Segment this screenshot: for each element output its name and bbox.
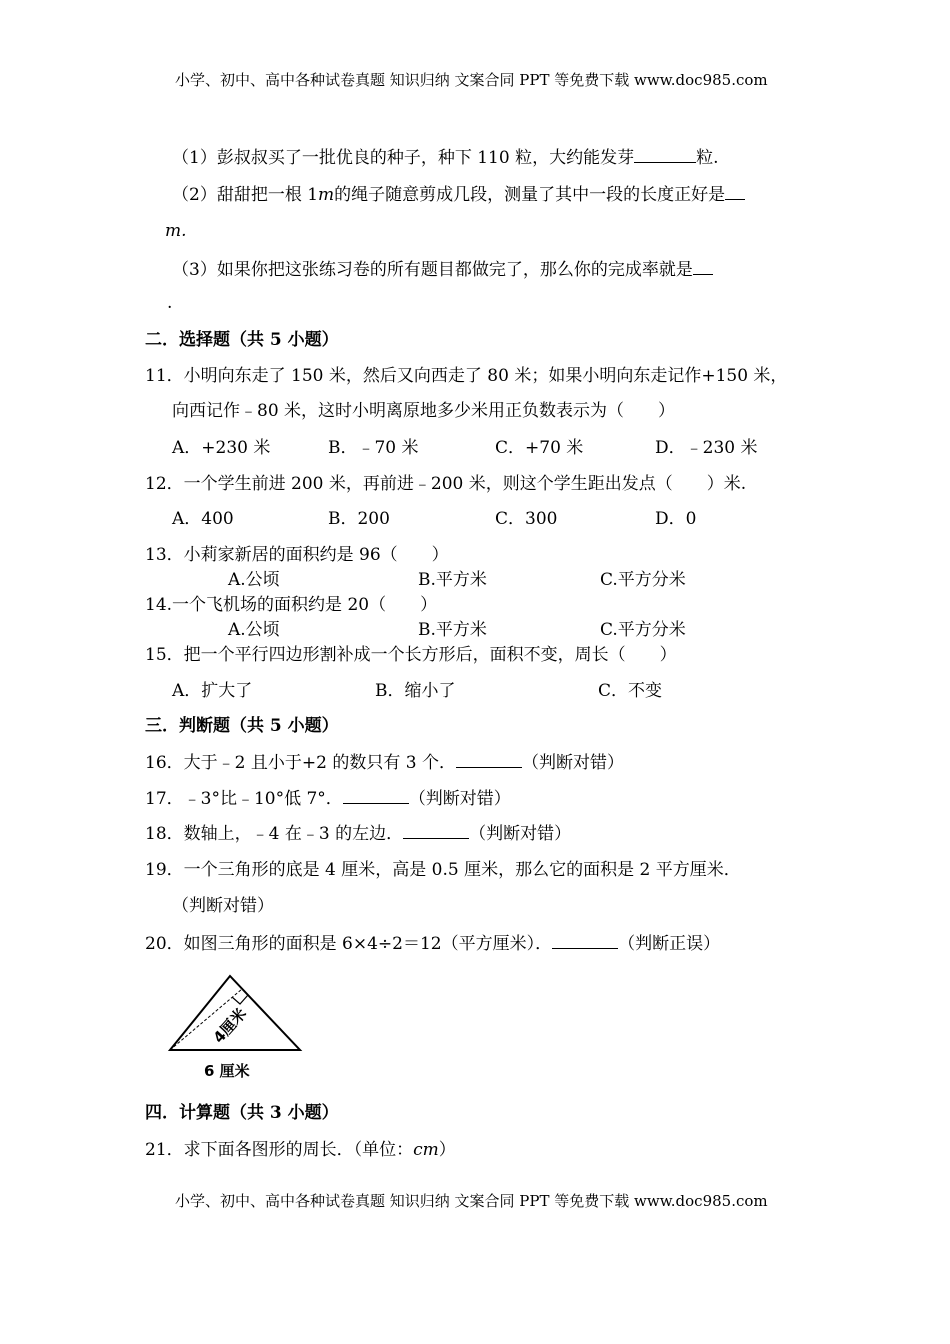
question-2-text-cont: 的绳子随意剪成几段，测量了其中一段的长度正好是 — [334, 185, 726, 205]
answer-blank[interactable] — [403, 822, 469, 839]
option-b[interactable]: B.平方米 — [418, 570, 487, 590]
option-a[interactable]: A.公顷 — [228, 620, 280, 640]
question-21 — [145, 1139, 456, 1161]
section-title-judge: 三．判断题（共 5 小题） — [145, 716, 339, 736]
answer-blank[interactable] — [693, 258, 713, 275]
answer-blank[interactable] — [552, 932, 618, 949]
question-2 — [172, 183, 745, 206]
unit-m: m — [318, 185, 335, 205]
question-1-text: （1）彭叔叔买了一批优良的种子，种下 110 粒，大约能发芽 — [172, 148, 635, 168]
triangle-figure — [160, 970, 310, 1085]
side-label: 4厘米 — [209, 1004, 251, 1047]
question-14: 14.一个飞机场的面积约是 20（ ） — [145, 595, 438, 615]
question-16-hint: （判断对错） — [521, 753, 624, 773]
question-16 — [145, 751, 624, 774]
question-21-close: ） — [438, 1140, 456, 1160]
question-2-text: （2）甜甜把一根 1 — [172, 185, 319, 205]
question-21-text: 21．求下面各图形的周长．（单位： — [145, 1140, 414, 1160]
option-c[interactable]: C.平方分米 — [600, 570, 686, 590]
section-title-calc: 四．计算题（共 3 小题） — [145, 1103, 339, 1123]
option-a[interactable]: A．+230 米 — [172, 438, 271, 458]
answer-blank[interactable] — [456, 751, 522, 768]
question-3-text: （3）如果你把这张练习卷的所有题目都做完了，那么你的完成率就是 — [172, 260, 693, 280]
option-a[interactable]: A．400 — [172, 509, 234, 529]
question-17 — [145, 787, 511, 810]
option-d[interactable]: D．0 — [655, 509, 697, 529]
option-b[interactable]: B．﹣70 米 — [328, 438, 419, 458]
option-a[interactable]: A.公顷 — [228, 570, 280, 590]
question-20-text: 20．如图三角形的面积是 6×4÷2＝12（平方厘米）． — [145, 934, 553, 954]
unit-cm: cm — [413, 1140, 439, 1160]
question-20-hint: （判断正误） — [618, 934, 721, 954]
option-b[interactable]: B．200 — [328, 509, 390, 529]
option-b[interactable]: B．缩小了 — [375, 681, 456, 701]
section-title-choice: 二．选择题（共 5 小题） — [145, 330, 339, 350]
option-a[interactable]: A．扩大了 — [172, 681, 253, 701]
question-16-text: 16．大于﹣2 且小于+2 的数只有 3 个． — [145, 753, 456, 773]
question-2-unit-line: m. — [165, 221, 187, 241]
question-20 — [145, 932, 720, 955]
option-b[interactable]: B.平方米 — [418, 620, 487, 640]
page-footer: 小学、初中、高中各种试卷真题 知识归纳 文案合同 PPT 等免费下载 www.doc985.com — [175, 1192, 768, 1210]
answer-blank[interactable] — [634, 146, 696, 163]
question-18-text: 18．数轴上，﹣4 在﹣3 的左边． — [145, 824, 404, 844]
question-3 — [172, 258, 713, 281]
question-13: 13．小莉家新居的面积约是 96（ ） — [145, 545, 449, 565]
question-19-line2: （判断对错） — [172, 896, 274, 916]
page-header: 小学、初中、高中各种试卷真题 知识归纳 文案合同 PPT 等免费下载 www.doc985.com — [175, 71, 768, 89]
option-c[interactable]: C．300 — [495, 509, 558, 529]
question-1 — [172, 146, 718, 169]
answer-blank[interactable] — [343, 787, 409, 804]
question-12: 12．一个学生前进 200 米，再前进﹣200 米，则这个学生距出发点（ ）米. — [145, 474, 747, 494]
question-11-line1: 11．小明向东走了 150 米，然后又向西走了 80 米；如果小明向东走记作+150 米， — [145, 366, 788, 386]
question-3-end: . — [167, 293, 173, 313]
question-15: 15．把一个平行四边形割补成一个长方形后，面积不变，周长（ ） — [145, 645, 677, 665]
question-11-line2: 向西记作﹣80 米，这时小明离原地多少米用正负数表示为（ ） — [172, 401, 676, 421]
right-angle-mark — [232, 995, 248, 1004]
option-c[interactable]: C．不变 — [598, 681, 663, 701]
question-17-text: 17．﹣3°比﹣10°低 7°． — [145, 789, 343, 809]
question-18-hint: （判断对错） — [469, 824, 572, 844]
question-19-line1: 19．一个三角形的底是 4 厘米，高是 0.5 厘米，那么它的面积是 2 平方厘米． — [145, 860, 741, 880]
question-18 — [145, 822, 571, 845]
base-label: 6 厘米 — [204, 1062, 250, 1080]
answer-blank[interactable] — [725, 183, 745, 200]
question-1-suffix: 粒. — [696, 148, 719, 168]
option-c[interactable]: C.平方分米 — [600, 620, 686, 640]
question-17-hint: （判断对错） — [408, 789, 511, 809]
option-c[interactable]: C．+70 米 — [495, 438, 584, 458]
option-d[interactable]: D．﹣230 米 — [655, 438, 758, 458]
